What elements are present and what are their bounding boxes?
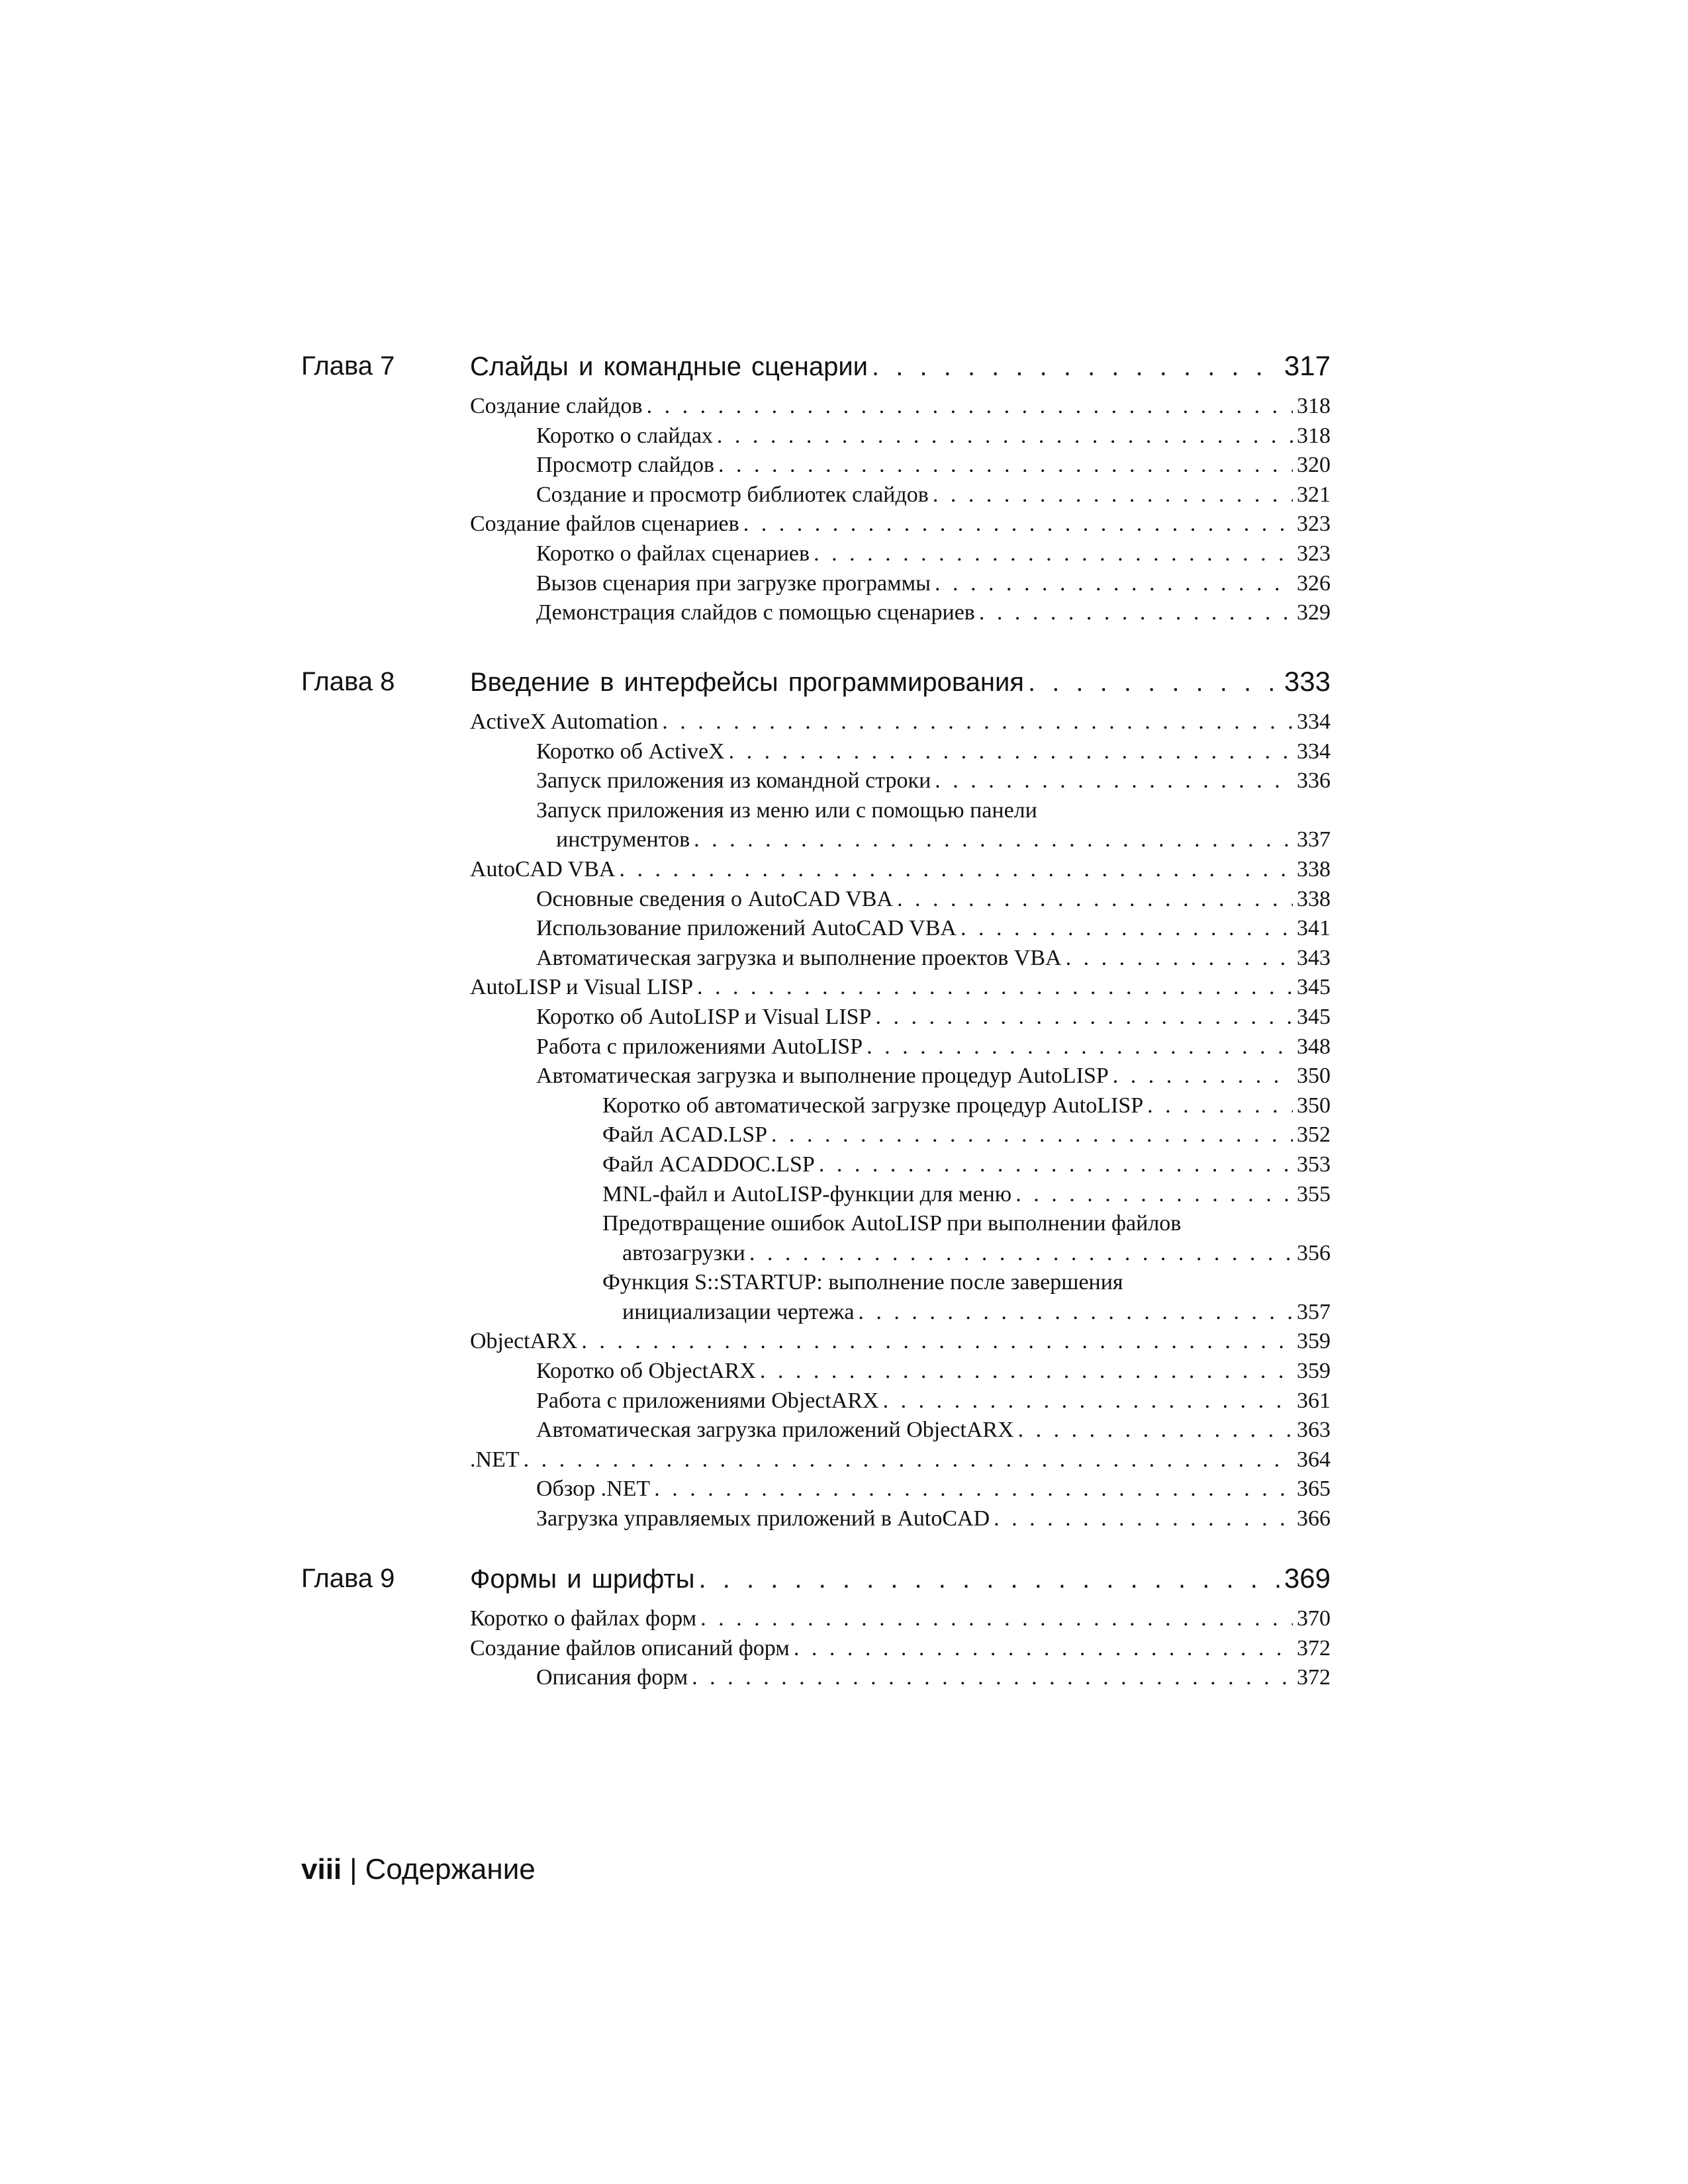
dot-leader <box>694 825 1293 855</box>
dot-leader <box>647 392 1293 422</box>
toc-entry[interactable] <box>536 1416 1331 1445</box>
entry-page: 338 <box>1297 856 1331 882</box>
chapter-page: 333 <box>1284 666 1331 697</box>
dot-leader <box>1015 1180 1293 1210</box>
dot-leader <box>1028 667 1280 698</box>
dot-leader <box>771 1120 1293 1150</box>
entry-title: Запуск приложения из командной строки <box>536 768 931 794</box>
entry-title-cont: автозагрузки <box>622 1240 745 1265</box>
toc-entry[interactable] <box>470 707 1331 737</box>
toc-entry[interactable] <box>470 510 1331 539</box>
entry-title: Вызов сценария при загрузке программы <box>536 570 931 596</box>
toc-entry[interactable] <box>602 1180 1331 1210</box>
toc-entry[interactable] <box>602 1150 1331 1180</box>
dot-leader <box>819 1150 1293 1180</box>
entry-page: 357 <box>1297 1299 1331 1324</box>
dot-leader <box>935 569 1293 599</box>
toc-entry[interactable] <box>536 569 1331 599</box>
toc-entry[interactable] <box>536 914 1331 944</box>
entry-title: Коротко о файлах сценариев <box>536 541 810 566</box>
dot-leader <box>749 1239 1293 1269</box>
entry-continuation <box>602 1298 1331 1328</box>
dot-leader <box>883 1387 1293 1416</box>
dot-leader <box>872 351 1280 382</box>
entry-page: 372 <box>1297 1635 1331 1661</box>
entry-title: ObjectARX <box>470 1329 578 1354</box>
section-name: Содержание <box>365 1853 536 1886</box>
entry-page: 366 <box>1297 1506 1331 1531</box>
toc-entry[interactable] <box>536 796 1331 855</box>
entry-title: Загрузка управляемых приложений в AutoCAD <box>536 1506 990 1531</box>
chapter-heading[interactable] <box>470 666 1331 697</box>
footer-separator: | <box>350 1853 357 1886</box>
chapter-label: Глава 7 <box>301 351 395 381</box>
entry-title: Создание файлов описаний форм <box>470 1635 790 1661</box>
entry-page: 326 <box>1297 570 1331 596</box>
entry-page: 350 <box>1297 1093 1331 1118</box>
entry-page: 350 <box>1297 1064 1331 1089</box>
entry-page: 329 <box>1297 600 1331 625</box>
entry-title: .NET <box>470 1447 520 1472</box>
dot-leader <box>867 1032 1293 1062</box>
entry-page: 359 <box>1297 1359 1331 1384</box>
entry-title: MNL-файл и AutoLISP-функции для меню <box>602 1181 1012 1206</box>
dot-leader <box>961 914 1293 944</box>
entry-page: 355 <box>1297 1181 1331 1206</box>
entry-page: 334 <box>1297 709 1331 734</box>
entry-title: Работа с приложениями AutoLISP <box>536 1034 863 1059</box>
toc-entry[interactable] <box>536 1003 1331 1032</box>
dot-leader <box>875 1003 1293 1032</box>
chapter-entries <box>0 392 1688 628</box>
entry-page: 320 <box>1297 453 1331 478</box>
entry-title: Коротко об автоматической загрузке процедур AutoLISP <box>602 1093 1144 1118</box>
entry-title: AutoCAD VBA <box>470 856 616 882</box>
entry-page: 348 <box>1297 1034 1331 1059</box>
toc-entry[interactable] <box>536 766 1331 796</box>
toc-entry[interactable] <box>536 885 1331 915</box>
entry-page: 318 <box>1297 394 1331 418</box>
toc-entry[interactable] <box>602 1091 1331 1121</box>
toc-entry[interactable] <box>602 1268 1331 1327</box>
toc-entry[interactable] <box>470 973 1331 1003</box>
dot-leader <box>858 1298 1293 1328</box>
toc-entry[interactable] <box>470 1604 1331 1634</box>
toc-entry[interactable] <box>536 598 1331 628</box>
dot-leader <box>1113 1062 1293 1091</box>
toc-entry[interactable] <box>536 539 1331 569</box>
entry-page: 341 <box>1297 916 1331 941</box>
chapter-label: Глава 9 <box>301 1564 395 1593</box>
dot-leader <box>794 1634 1293 1664</box>
toc-entry[interactable] <box>536 422 1331 451</box>
entry-title: Автоматическая загрузка приложений ObjectARX <box>536 1418 1014 1443</box>
entry-title: Файл ACAD.LSP <box>602 1122 768 1148</box>
entry-page: 323 <box>1297 512 1331 537</box>
dot-leader <box>717 422 1293 451</box>
toc-entry[interactable] <box>470 855 1331 885</box>
entry-page: 372 <box>1297 1665 1331 1690</box>
entry-page: 345 <box>1297 1004 1331 1029</box>
entry-page: 365 <box>1297 1477 1331 1502</box>
entry-title: Обзор .NET <box>536 1477 651 1502</box>
chapter-heading[interactable] <box>470 351 1331 381</box>
dot-leader <box>743 510 1293 539</box>
page-footer <box>301 1853 536 1886</box>
entry-page: 337 <box>1297 827 1331 852</box>
entry-page: 359 <box>1297 1329 1331 1354</box>
entry-title: Функция S::STARTUP: выполнение после завершения <box>602 1270 1123 1295</box>
toc-entry[interactable] <box>536 1062 1331 1091</box>
chapter-entries <box>0 1604 1688 1693</box>
dot-leader <box>718 451 1293 480</box>
toc-entry[interactable] <box>536 480 1331 510</box>
entry-page: 336 <box>1297 768 1331 794</box>
toc-entry[interactable] <box>470 1327 1331 1357</box>
chapter-title: Введение в интерфейсы программирования <box>470 668 1024 697</box>
dot-leader <box>933 480 1293 510</box>
dot-leader <box>979 598 1293 628</box>
dot-leader <box>760 1357 1293 1387</box>
dot-leader <box>692 1663 1293 1693</box>
entry-title: Создание слайдов <box>470 394 643 418</box>
dot-leader <box>1066 944 1293 974</box>
chapter-page: 369 <box>1284 1563 1331 1594</box>
toc-entry[interactable] <box>536 944 1331 974</box>
entry-title: Создание файлов сценариев <box>470 512 739 537</box>
dot-leader <box>699 1564 1280 1594</box>
entry-page: 363 <box>1297 1418 1331 1443</box>
entry-page: 321 <box>1297 482 1331 507</box>
entry-continuation <box>602 1239 1331 1269</box>
toc-entry[interactable] <box>536 1475 1331 1504</box>
entry-title: Коротко о слайдах <box>536 423 713 448</box>
page-number: viii <box>301 1853 342 1886</box>
toc-entry[interactable] <box>536 451 1331 480</box>
entry-title: Работа с приложениями ObjectARX <box>536 1388 879 1413</box>
entry-title-cont: инструментов <box>556 827 690 852</box>
entry-title: Предотвращение ошибок AutoLISP при выполнении файлов <box>602 1211 1182 1236</box>
entry-page: 364 <box>1297 1447 1331 1472</box>
dot-leader <box>697 973 1293 1003</box>
dot-leader <box>897 885 1293 915</box>
dot-leader <box>814 539 1293 569</box>
toc-entry[interactable] <box>470 1445 1331 1475</box>
entry-title-cont: инициализации чертежа <box>622 1299 855 1324</box>
chapter-title: Слайды и командные сценарии <box>470 352 868 381</box>
dot-leader <box>581 1327 1293 1357</box>
entry-page: 353 <box>1297 1152 1331 1177</box>
entry-title: AutoLISP и Visual LISP <box>470 975 693 1000</box>
dot-leader <box>654 1475 1293 1504</box>
dot-leader <box>1018 1416 1293 1445</box>
entry-title: Коротко об ObjectARX <box>536 1359 756 1384</box>
chapter-label: Глава 8 <box>301 667 395 696</box>
entry-page: 370 <box>1297 1606 1331 1631</box>
entry-title: Коротко о файлах форм <box>470 1606 697 1631</box>
entry-title: Создание и просмотр библиотек слайдов <box>536 482 929 507</box>
entry-page: 352 <box>1297 1122 1331 1148</box>
dot-leader <box>662 707 1293 737</box>
chapter-title: Формы и шрифты <box>470 1565 695 1594</box>
entry-title: Автоматическая загрузка и выполнение процедур AutoLISP <box>536 1064 1109 1089</box>
chapter-heading[interactable] <box>470 1563 1331 1594</box>
toc-entry[interactable] <box>536 1387 1331 1416</box>
entry-title: Коротко об ActiveX <box>536 739 725 764</box>
entry-continuation <box>536 825 1331 855</box>
entry-title: Автоматическая загрузка и выполнение проектов VBA <box>536 945 1062 970</box>
entry-page: 361 <box>1297 1388 1331 1413</box>
entry-title: Просмотр слайдов <box>536 453 715 478</box>
entry-title: Основные сведения о AutoCAD VBA <box>536 886 893 911</box>
entry-title: Описания форм <box>536 1665 688 1690</box>
toc-entry[interactable] <box>536 1663 1331 1693</box>
dot-leader <box>994 1504 1293 1534</box>
entry-title: ActiveX Automation <box>470 709 659 734</box>
dot-leader <box>700 1604 1293 1634</box>
toc-entry[interactable] <box>602 1209 1331 1268</box>
dot-leader <box>729 737 1293 767</box>
entry-page: 356 <box>1297 1240 1331 1265</box>
toc-entry[interactable] <box>536 737 1331 767</box>
entry-page: 334 <box>1297 739 1331 764</box>
dot-leader <box>935 766 1293 796</box>
entry-page: 338 <box>1297 886 1331 911</box>
entry-title: Демонстрация слайдов с помощью сценариев <box>536 600 975 625</box>
toc-entry[interactable] <box>536 1032 1331 1062</box>
entry-title: Коротко об AutoLISP и Visual LISP <box>536 1004 872 1029</box>
toc-entry[interactable] <box>536 1357 1331 1387</box>
toc-entry[interactable] <box>602 1120 1331 1150</box>
entry-page: 318 <box>1297 423 1331 448</box>
dot-leader <box>524 1445 1293 1475</box>
toc-entry[interactable] <box>536 1504 1331 1534</box>
entry-page: 345 <box>1297 975 1331 1000</box>
toc-entry[interactable] <box>470 392 1331 422</box>
toc-entry[interactable] <box>470 1634 1331 1664</box>
entry-title: Файл ACADDOC.LSP <box>602 1152 815 1177</box>
chapter-entries <box>0 707 1688 1534</box>
chapter-page: 317 <box>1284 350 1331 381</box>
entry-page: 343 <box>1297 945 1331 970</box>
entry-title: Запуск приложения из меню или с помощью панели <box>536 797 1037 823</box>
entry-title: Использование приложений AutoCAD VBA <box>536 916 957 941</box>
dot-leader <box>1147 1091 1293 1121</box>
dot-leader <box>619 855 1293 885</box>
entry-page: 323 <box>1297 541 1331 566</box>
